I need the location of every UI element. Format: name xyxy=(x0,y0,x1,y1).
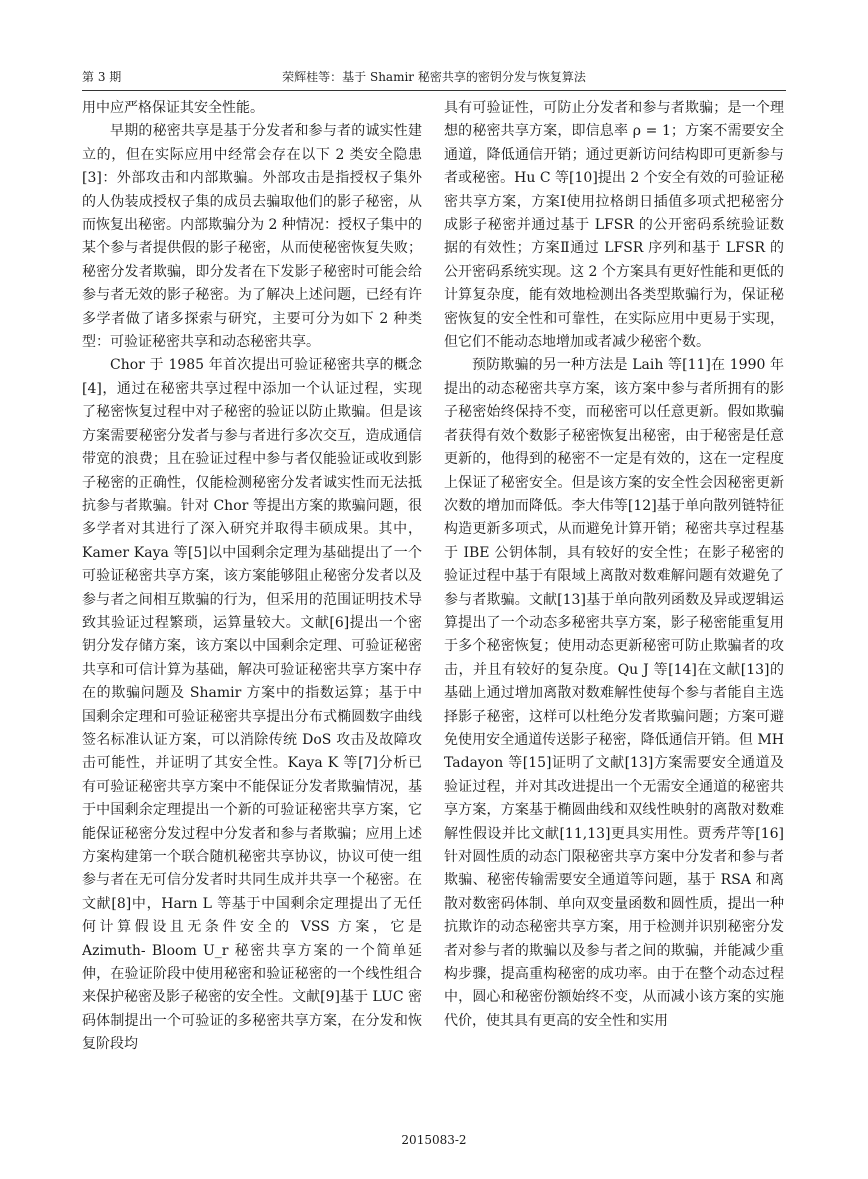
left-column xyxy=(82,97,422,1102)
running-header xyxy=(82,68,786,91)
issue-number: 第 3 期 xyxy=(82,70,122,84)
paragraph: 早期的秘密共享是基于分发者和参与者的诚实性建立的，但在实际应用中经常会存在以下 2 类安全隐患[3]：外部攻击和内部欺骗。外部攻击是指授权子集外的人伪装成授权子集的成员去骗取他们的影子秘密，从而恢复出秘密。内部欺骗分为 2 种情况：授权子集中的某个参与者提供假的影子秘密，从而使秘密恢复失败；秘密分发者欺骗，即分发者在下发影子秘密时可能会给参与者无效的影子秘密。为了解决上述问题，已经有许多学者做了诸多探索与研究，主要可分为如下 2 种类型：可验证秘密共享和动态秘密共享。 xyxy=(82,123,422,351)
right-column xyxy=(444,97,784,1102)
page-number: 2015083-2 xyxy=(401,1133,467,1147)
running-title: 荣辉桂等：基于 Shamir 秘密共享的密钥分发与恢复算法 xyxy=(282,70,586,84)
paragraph: Chor 于 1985 年首次提出可验证秘密共享的概念[4]，通过在秘密共享过程中添加一个认证过程，实现了秘密恢复过程中对子秘密的验证以防止欺骗。但是该方案需要秘密分发者与参与者进行多次交互，造成通信带宽的浪费；且在验证过程中参与者仅能验证或收到影子秘密的正确性，仅能检测秘密分发者诚实性而无法抵抗参与者欺骗。针对 Chor 等提出方案的欺骗问题，很多学者对其进行了深入研究并取得丰硕成果。其中，Kamer Kaya 等[5]以中国剩余定理为基础提出了一个可验证秘密共享方案，该方案能够阻止秘密分发者以及参与者之间相互欺骗的行为，但采用的范围证明技术导致其验证过程繁琐，运算量较大。文献[6]提出一个密钥分发存储方案，该方案以中国剩余定理、可验证秘密共享和可信计算为基础，解决可验证秘密共享方案中存在的欺骗问题及 Shamir 方案中的指数运算；基于中国剩余定理和可验证秘密共享提出分布式椭圆数字曲线签名标准认证方案，可以消除传统 DoS 攻击及故障攻击可能性，并证明了其安全性。Kaya K 等[7]分析已有可验证秘密共享方案中不能保证分发者欺骗情况，基于中国剩余定理提出一个新的可验证秘密共享方案，它能保证秘密分发过程中分发者和参与者欺骗；应用上述方案构建第一个联合随机秘密共享协议，协议可使一组参与者在无可信分发者时共同生成并共享一个秘密。在文献[8]中，Harn L 等基于中国剩余定理提出了无任何计算假设且无条件安全的 VSS 方案，它是 Azimuth- Bloom U_r 秘密共享方案的一个简单延伸，在验证阶段中使用秘密和验证秘密的一个线性组合来保护秘密及影子秘密的安全性。文献[9]基于 LUC 密码体制提出一个可验证的多秘密共享方案，在分发和恢复阶段均 xyxy=(82,357,422,1053)
paragraph: 具有可验证性，可防止分发者和参与者欺骗；是一个理想的秘密共享方案，即信息率 ρ = 1；方案不需要安全通道，降低通信开销；通过更新访问结构即可更新参与者或秘密。Hu C 等[10]提出 2 个安全有效的可验证秘密共享方案，方案Ⅰ使用拉格朗日插值多项式把秘密分成影子秘密并通过基于 LFSR 的公开密码系统验证数据的有效性；方案Ⅱ通过 LFSR 序列和基于 LFSR 的公开密码系统实现。这 2 个方案具有更好性能和更低的计算复杂度，能有效地检测出各类型欺骗行为，保证秘密恢复的安全性和可靠性，在实际应用中更易于实现，但它们不能动态地增加或者减少秘密个数。 xyxy=(444,100,784,351)
paragraph: 用中应严格保证其安全性能。 xyxy=(82,100,264,116)
paragraph: 预防欺骗的另一种方法是 Laih 等[11]在 1990 年提出的动态秘密共享方案，该方案中参与者所拥有的影子秘密始终保持不变，而秘密可以任意更新。假如欺骗者获得有效个数影子秘密恢复出秘密，由于秘密是任意更新的，他得到的秘密不一定是有效的，这在一定程度上保证了秘密安全。但是该方案的安全性会因秘密更新次数的增加而降低。李大伟等[12]基于单向散列链特征构造更新多项式，从而避免计算开销；秘密共享过程基于 IBE 公钥体制，具有较好的安全性；在影子秘密的验证过程中基于有限域上离散对数难解问题有效避免了参与者欺骗。文献[13]基于单向散列函数及异或逻辑运算提出了一个动态多秘密共享方案，影子秘密能重复用于多个秘密恢复；使用动态更新秘密可防止欺骗者的攻击，并且有较好的复杂度。Qu J 等[14]在文献[13]的基础上通过增加离散对数难解性使每个参与者能自主选择影子秘密，这样可以杜绝分发者欺骗问题；方案可避免使用安全通道传送影子秘密，降低通信开销。但 MH Tadayon 等[15]证明了文献[13]方案需要安全通道及验证过程，并对其改进提出一个无需安全通道的秘密共享方案，方案基于椭圆曲线和双线性映射的离散对数难解性假设并比文献[11,13]更具实用性。贾秀芹等[16]针对圆性质的动态门限秘密共享方案中分发者和参与者欺骗、秘密传输需要安全通道等问题，基于 RSA 和离散对数密码体制、单向双变量函数和圆性质，提出一种抗欺诈的动态秘密共享方案，用于检测并识别秘密分发者对参与者的欺骗以及参与者之间的欺骗，并能减少重构步骤，提高重构秘密的成功率。由于在整个动态过程中，圆心和秘密份额始终不变，从而减小该方案的实施代价，使其具有更高的安全性和实用 xyxy=(444,357,784,1029)
